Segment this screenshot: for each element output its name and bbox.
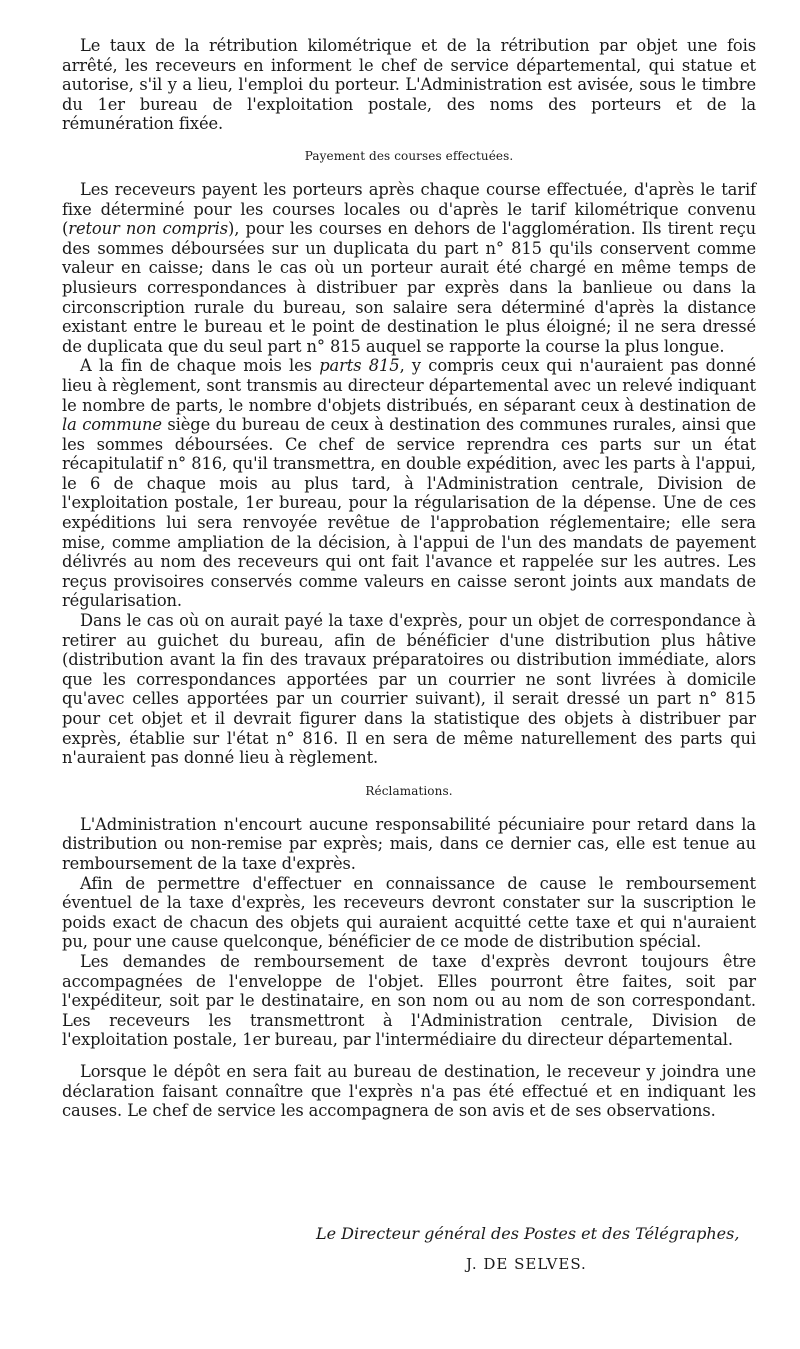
- section-heading-payement: Payement des courses effectuées.: [304, 148, 514, 163]
- paragraph-fin-de-mois-text-b: , y compris ceux qui n'auraient pas donné lieu à règlement, sont transmis au directeur départemental avec un relevé indiquant le nombre de parts, le nombre d'objets distribués, en séparant ceux à destination de: [62, 356, 757, 415]
- paragraph-payement-text-b: ), pour les courses en dehors de l'agglomération. Ils tirent reçu des sommes déboursées sur un duplicata du part n° 815 qu'ils conservent comme valeur en caisse; dans le cas où un porteur aurait été chargé en même temps de plusieurs correspondances à distribuer par exprès dans la banlieue ou dans la circonscription rurale du bureau, son salaire sera déterminé d'après la distance existant entre le bureau et le point de destination le plus éloigné; il ne sera dressé de duplicata que du seul part n° 815 auquel se rapporte la course la plus longue.: [62, 219, 757, 356]
- paragraph-payement-text-a: Les receveurs payent les porteurs après chaque course effectuée, d'après le tarif fixe déterminé pour les courses locales ou d'après le tarif kilométrique convenu (: [62, 179, 756, 239]
- retour-non-compris: retour non compris: [68, 219, 228, 239]
- parts-815: parts 815: [319, 356, 400, 376]
- signer-name: J. DE SELVES.: [466, 1255, 587, 1273]
- paragraph-retribution: Le taux de la rétribution kilométrique et de la rétribution par objet une fois arrêté, les receveurs en informent le chef de service départemental, qui statue et autorise, s'il y a lieu, l'emploi du porteur. L'Administration est avisée, sous le timbre du 1er bureau de l'exploitation postale, des noms des porteurs et de la rémunération fixée.: [62, 36, 756, 134]
- paragraph-fin-de-mois-text-c: siège du bureau de ceux à destination des communes rurales, ainsi que les sommes déboursées. Ce chef de service reprendra ces parts sur un état récapitulatif n° 816, qu'il transmettra, en double expédition, avec les parts à l'appui, le 6 de chaque mois au plus tard, à l'Administration centrale, Division de l'exploitation postale, 1er bureau, pour la régularisation de la dépense. Une de ces expéditions lui sera renvoyée revêtue de l'approbation réglementaire; elle sera mise, comme ampliation de la décision, à l'appui de l'un des mandats de payement délivrés au nom des receveurs qui ont fait l'avance et rappelée sur les autres. Les reçus provisoires conservés comme valeurs en caisse seront joints aux mandats de régularisation.: [62, 415, 756, 611]
- section-heading-reclamations: Réclamations.: [365, 783, 453, 798]
- paragraph-responsabilite: L'Administration n'encourt aucune responsabilité pécuniaire pour retard dans la distribution ou non-remise par exprès; mais, dans ce dernier cas, elle est tenue au remboursement de la taxe d'exprès.: [62, 814, 756, 873]
- paragraph-taxe-expres: Dans le cas où on aurait payé la taxe d'exprès, pour un objet de correspondance à retirer au guichet du bureau, afin de bénéficier d'une distribution plus hâtive (distribution avant la fin des travaux préparatoires ou distribution immédiate, alors que les correspondances apportées par un courrier ne sont livrées à domicile qu'avec celles apportées par un courrier suivant), il serait dressé un part n° 815 pour cet objet et il devrait figurer dans la statistique des objets à distribuer par exprès, établie sur l'état n° 816. Il en sera de même naturellement des parts qui n'auraient pas donné lieu à règlement.: [62, 611, 756, 768]
- signature-title: Le Directeur général des Postes et des Télégraphes,: [316, 1224, 740, 1243]
- document-body: [62, 36, 756, 1121]
- la-commune: la commune: [62, 415, 162, 435]
- paragraph-demandes: Les demandes de remboursement de taxe d'exprès devront toujours être accompagnées de l'enveloppe de l'objet. Elles pourront être faites, soit par l'expéditeur, soit par le destinataire, en son nom ou au nom de son correspondant. Les receveurs les transmettront à l'Administration centrale, Division de l'exploitation postale, 1er bureau, par l'intermédiaire du directeur départemental.: [62, 951, 756, 1050]
- paragraph-fin-de-mois-text-a: A la fin de chaque mois les: [80, 356, 320, 376]
- paragraph-depot: Lorsque le dépôt en sera fait au bureau de destination, le receveur y joindra une déclaration faisant connaître que l'exprès n'a pas été effectué et en indiquant les causes. Le chef de service les accompagnera de son avis et de ses observations.: [62, 1061, 756, 1121]
- paragraph-remboursement: Afin de permettre d'effectuer en connaissance de cause le remboursement éventuel de la taxe d'exprès, les receveurs devront constater sur la suscription le poids exact de chacun des objets qui auraient acquitté cette taxe et qui n'auraient pu, pour une cause quelconque, bénéficier de ce mode de distribution spécial.: [62, 873, 756, 952]
- paragraph-fin-de-mois: [62, 356, 756, 611]
- paragraph-payement: [62, 180, 756, 356]
